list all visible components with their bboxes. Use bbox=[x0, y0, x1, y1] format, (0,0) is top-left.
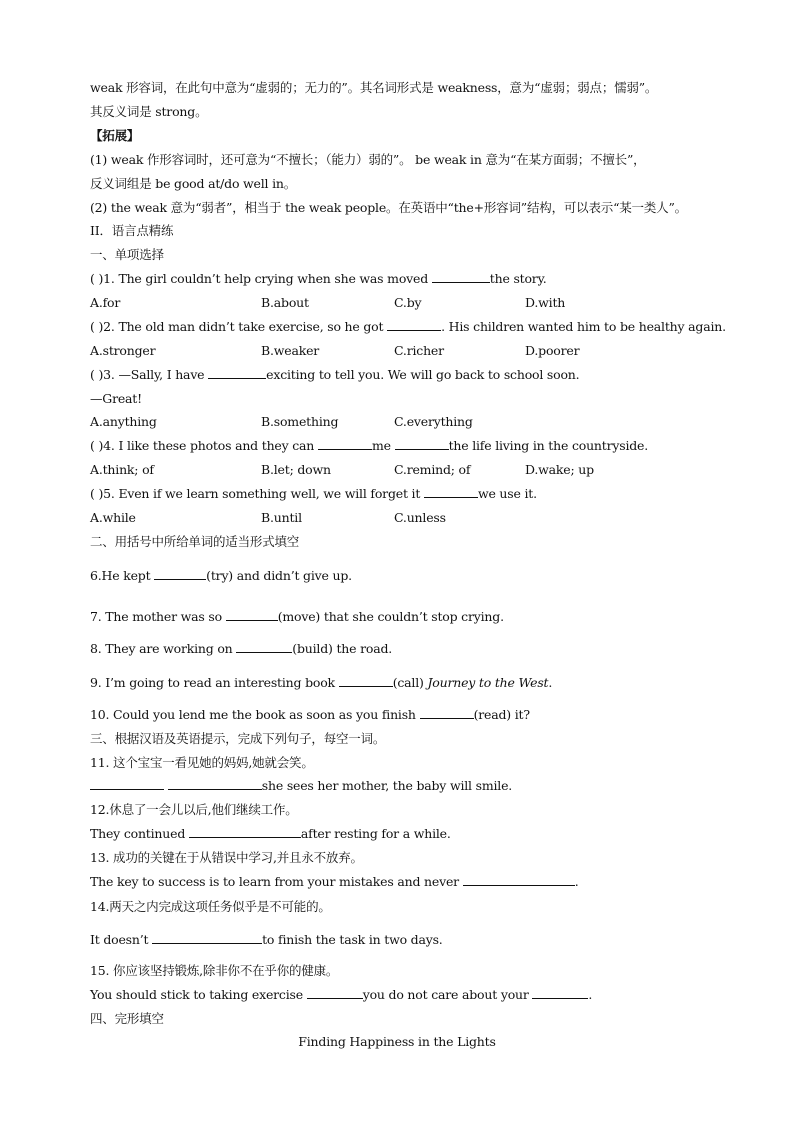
expand-heading: 【拓展】 bbox=[90, 128, 140, 143]
question-3-reply: —Great! bbox=[90, 391, 142, 406]
option-d[interactable]: D.wake; up bbox=[525, 462, 594, 477]
option-a[interactable]: A.anything bbox=[90, 414, 157, 429]
question-4: ( )4. I like these photos and they can me the life living in the countryside. bbox=[90, 438, 649, 453]
part2-title: 二、用括号中所给单词的适当形式填空 bbox=[90, 534, 300, 549]
blank[interactable] bbox=[226, 609, 278, 621]
blank[interactable] bbox=[189, 826, 301, 838]
passage-title: Finding Happiness in the Lights bbox=[298, 1034, 496, 1049]
question-8: 8. They are working on (build) the road. bbox=[90, 641, 393, 656]
option-c[interactable]: C.unless bbox=[394, 510, 446, 525]
question-7: 7. The mother was so (move) that she couldn’t stop crying. bbox=[90, 609, 504, 624]
option-b[interactable]: B.let; down bbox=[261, 462, 331, 477]
option-b[interactable]: B.until bbox=[261, 510, 302, 525]
question-10: 10. Could you lend me the book as soon as you finish (read) it? bbox=[90, 707, 530, 722]
option-d[interactable]: D.poorer bbox=[525, 343, 580, 358]
question-9: 9. I’m going to read an interesting book (call) Journey to the West. bbox=[90, 675, 553, 690]
question-1: ( )1. The girl couldn’t help crying when she was moved the story. bbox=[90, 271, 547, 286]
section-title: II．语言点精练 bbox=[90, 223, 174, 238]
intro-line-2: 其反义词是 strong。 bbox=[90, 104, 208, 119]
blank[interactable] bbox=[152, 932, 262, 944]
option-a[interactable]: A.think; of bbox=[90, 462, 154, 477]
part3-title: 三、根据汉语及英语提示，完成下列句子，每空一词。 bbox=[90, 731, 386, 746]
answer-paren[interactable]: ( ) bbox=[90, 438, 104, 453]
option-c[interactable]: C.remind; of bbox=[394, 462, 471, 477]
question-12-english: They continued after resting for a while. bbox=[90, 826, 451, 841]
question-6: 6.He kept (try) and didn’t give up. bbox=[90, 568, 352, 583]
option-c[interactable]: C.by bbox=[394, 295, 422, 310]
question-13-english: The key to success is to learn from your mistakes and never . bbox=[90, 874, 579, 889]
option-c[interactable]: C.everything bbox=[394, 414, 473, 429]
part4-title: 四、完形填空 bbox=[90, 1011, 164, 1026]
question-12-chinese: 12.休息了一会儿以后,他们继续工作。 bbox=[90, 802, 298, 817]
blank[interactable] bbox=[168, 778, 262, 790]
question-14-chinese: 14.两天之内完成这项任务似乎是不可能的。 bbox=[90, 899, 331, 914]
blank[interactable] bbox=[208, 367, 266, 379]
option-d[interactable]: D.with bbox=[525, 295, 566, 310]
blank[interactable] bbox=[154, 568, 206, 580]
question-14-english: It doesn’t to finish the task in two days. bbox=[90, 932, 443, 947]
option-b[interactable]: B.something bbox=[261, 414, 339, 429]
expand-point-1a: (1) weak 作形容词时，还可意为“不擅长；（能力）弱的”。 be weak in 意为“在某方面弱；不擅长”， bbox=[90, 152, 646, 167]
blank[interactable] bbox=[463, 874, 575, 886]
question-13-chinese: 13. 成功的关键在于从错误中学习,并且永不放弃。 bbox=[90, 850, 363, 865]
option-b[interactable]: B.about bbox=[261, 295, 309, 310]
blank[interactable] bbox=[307, 987, 363, 999]
question-5: ( )5. Even if we learn something well, we will forget it we use it. bbox=[90, 486, 537, 501]
option-a[interactable]: A.stronger bbox=[90, 343, 156, 358]
option-c[interactable]: C.richer bbox=[394, 343, 444, 358]
intro-line-1: weak 形容词，在此句中意为“虚弱的；无力的”。其名词形式是 weakness，意为“虚弱；弱点；懦弱”。 bbox=[90, 80, 658, 95]
answer-paren[interactable]: ( ) bbox=[90, 319, 104, 334]
question-15-chinese: 15. 你应该坚持锻炼,除非你不在乎你的健康。 bbox=[90, 963, 339, 978]
expand-point-1b: 反义词组是 be good at/do well in。 bbox=[90, 176, 297, 191]
blank[interactable] bbox=[532, 987, 588, 999]
question-11-chinese: 11. 这个宝宝一看见她的妈妈,她就会笑。 bbox=[90, 755, 314, 770]
answer-paren[interactable]: ( ) bbox=[90, 486, 104, 501]
question-2: ( )2. The old man didn’t take exercise, so he got . His children wanted him to be healthy again. bbox=[90, 319, 726, 334]
question-11-english: she sees her mother, the baby will smile. bbox=[90, 778, 512, 794]
option-a[interactable]: A.while bbox=[90, 510, 136, 525]
blank[interactable] bbox=[420, 707, 474, 719]
blank[interactable] bbox=[339, 675, 393, 687]
blank[interactable] bbox=[90, 778, 164, 790]
question-15-english: You should stick to taking exercise you do not care about your . bbox=[90, 987, 593, 1002]
option-a[interactable]: A.for bbox=[90, 295, 121, 310]
blank[interactable] bbox=[318, 438, 372, 450]
blank[interactable] bbox=[387, 319, 441, 331]
blank[interactable] bbox=[432, 271, 490, 283]
blank[interactable] bbox=[236, 641, 292, 653]
question-3: ( )3. —Sally, I have exciting to tell you. We will go back to school soon. bbox=[90, 367, 580, 382]
blank[interactable] bbox=[424, 486, 478, 498]
answer-paren[interactable]: ( ) bbox=[90, 367, 104, 382]
expand-point-2: (2) the weak 意为“弱者”，相当于 the weak people。在英语中“the+形容词”结构，可以表示“某一类人”。 bbox=[90, 200, 687, 215]
blank[interactable] bbox=[395, 438, 449, 450]
option-b[interactable]: B.weaker bbox=[261, 343, 320, 358]
answer-paren[interactable]: ( ) bbox=[90, 271, 104, 286]
part1-title: 一、单项选择 bbox=[90, 247, 164, 262]
